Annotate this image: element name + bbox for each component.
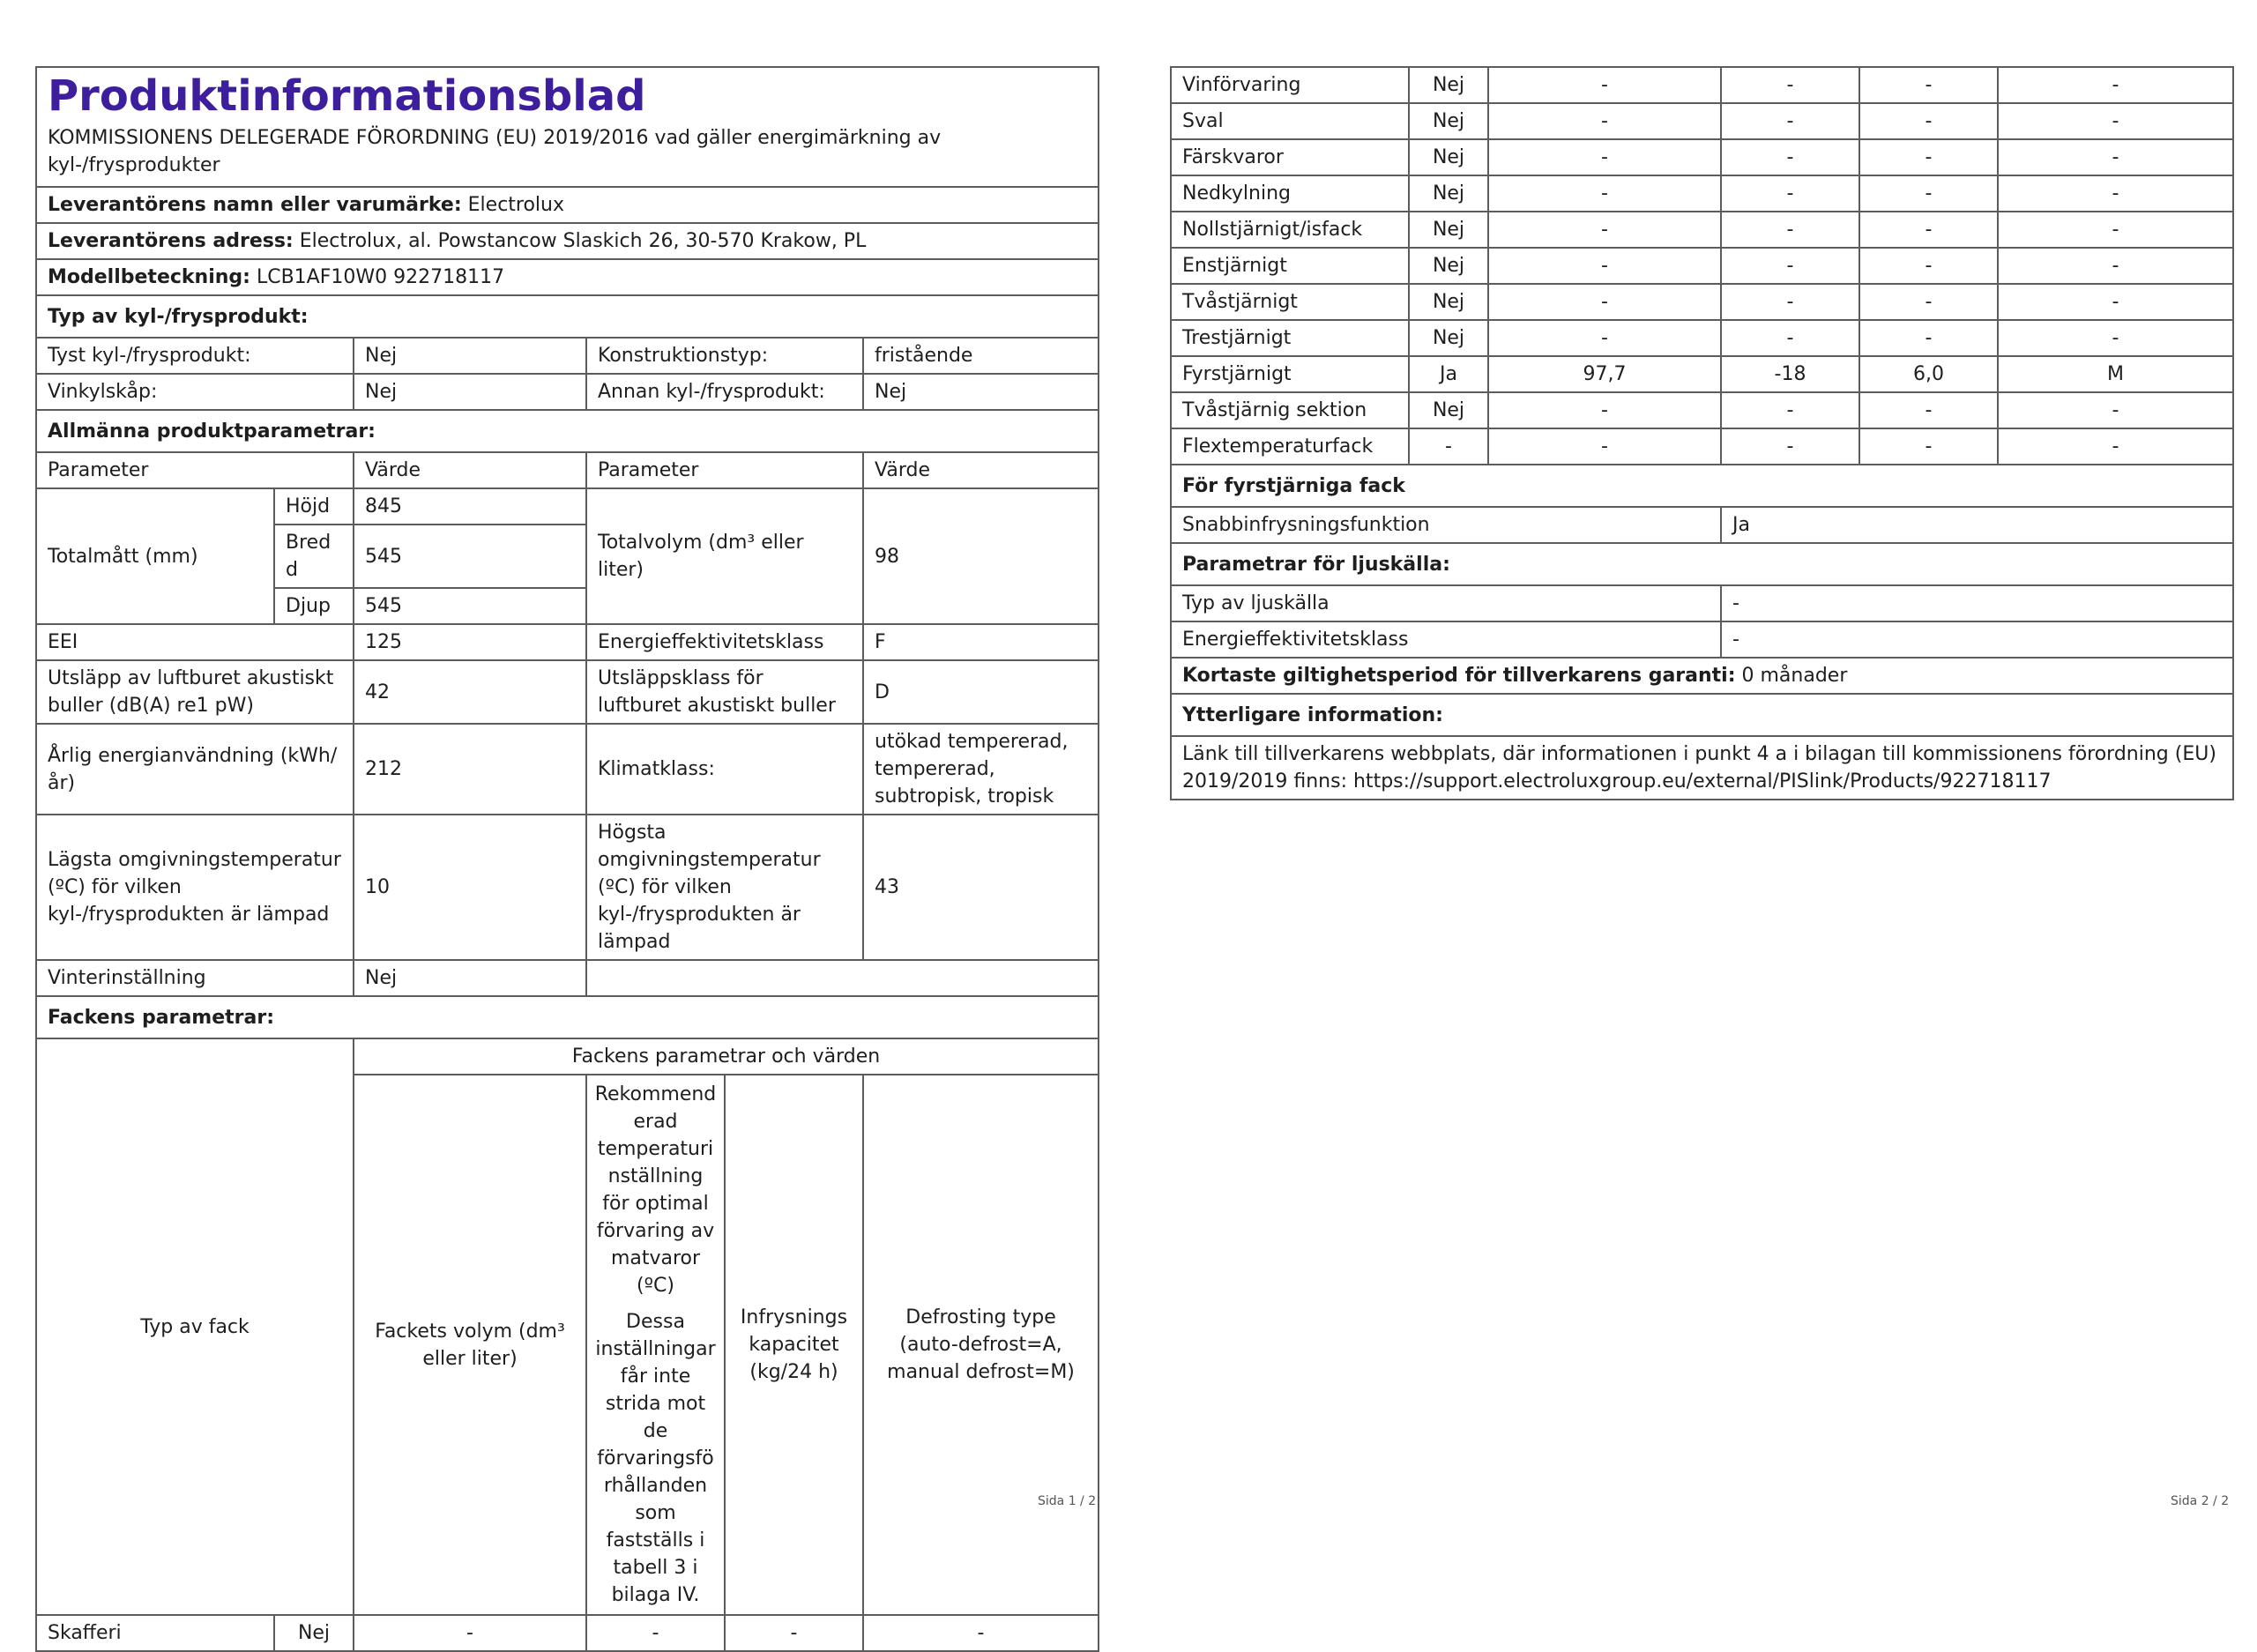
- compartment-freeze-capacity: -: [1859, 139, 1998, 175]
- section-heading-four-star: För fyrstjärniga fack: [1171, 465, 2233, 507]
- section-heading-general-parameters: Allmänna produktparametrar:: [36, 410, 1099, 452]
- section-heading-light-source: Parametrar för ljuskälla:: [1171, 543, 2233, 585]
- compartment-name: Fyrstjärnigt: [1171, 356, 1409, 392]
- compartment-row: [1171, 320, 2233, 356]
- dimension-value: 845: [354, 488, 586, 525]
- quick-freeze-row: [1171, 507, 2233, 543]
- compartment-freeze-capacity: -: [1859, 392, 1998, 428]
- compartment-freeze-capacity: 6,0: [1859, 356, 1998, 392]
- compartment-present: Nej: [1409, 212, 1488, 248]
- compartment-temperature: -: [586, 1615, 725, 1651]
- compartment-present: Nej: [1409, 248, 1488, 284]
- compartment-volume: -: [1488, 139, 1721, 175]
- regulation-reference: KOMMISSIONENS DELEGERADE FÖRORDNING (EU) 2019/2016 vad gäller energimärkning av kyl-/frysprodukter: [36, 123, 1099, 187]
- compartment-defrost-type: M: [1998, 356, 2233, 392]
- compartment-defrost-type: -: [1998, 320, 2233, 356]
- column-header-value: Värde: [863, 452, 1099, 488]
- compartment-row: [1171, 392, 2233, 428]
- parameter-row: [36, 815, 1099, 960]
- compartment-rows: [1171, 67, 2233, 465]
- compartment-name: Tvåstjärnig sektion: [1171, 392, 1409, 428]
- dimension-label: Bredd: [274, 525, 354, 588]
- compartment-name: Enstjärnigt: [1171, 248, 1409, 284]
- compartment-row: [1171, 248, 2233, 284]
- column-header-parameter: Parameter: [586, 452, 863, 488]
- supplier-row: [36, 187, 1099, 223]
- compartment-present: Nej: [1409, 67, 1488, 103]
- model-label: Modellbeteckning:: [48, 266, 250, 288]
- compartment-defrost-type: -: [1998, 212, 2233, 248]
- more-info-text: Länk till tillverkarens webbplats, där informationen i punkt 4 a i bilagan till kommissionens förordning (EU) 2019/2019 finns: https://support.electroluxgroup.eu/external/PISlink/Products/922718117: [1171, 736, 2233, 800]
- temperature-header-text: Rekommenderad temperaturinställning för optimal förvaring av matvaror (ºC): [594, 1083, 717, 1297]
- compartment-defrost-type: -: [1998, 175, 2233, 212]
- compartment-row: [1171, 139, 2233, 175]
- product-info-table: [35, 66, 1099, 1652]
- warranty-row: [1171, 658, 2233, 694]
- dimensions-label: Totalmått (mm): [36, 488, 274, 624]
- total-volume-value: 98: [863, 488, 1099, 624]
- compartment-present: Nej: [274, 1615, 354, 1651]
- compartment-defrost-header: Defrosting type (auto-defrost=A, manual defrost=M): [863, 1075, 1099, 1615]
- compartment-row: [1171, 212, 2233, 248]
- compartment-row: [1171, 428, 2233, 465]
- compartment-volume: -: [1488, 428, 1721, 465]
- compartment-defrost-type: -: [1998, 139, 2233, 175]
- compartment-temperature: -: [1721, 175, 1859, 212]
- compartment-defrost-type: -: [1998, 248, 2233, 284]
- winter-setting-row: [36, 960, 1099, 996]
- light-type-row: [1171, 585, 2233, 621]
- type-value: Nej: [354, 338, 586, 374]
- light-type-label: Typ av ljuskälla: [1171, 585, 1721, 621]
- compartment-freeze-capacity: -: [1859, 175, 1998, 212]
- warranty-label: Kortaste giltighetsperiod för tillverkarens garanti:: [1182, 665, 1736, 687]
- parameter-label: Energieffektivitetsklass: [586, 624, 863, 660]
- dimension-value: 545: [354, 588, 586, 624]
- parameters-header-row: [36, 452, 1099, 488]
- parameter-value: 125: [354, 624, 586, 660]
- compartment-temperature: -: [1721, 67, 1859, 103]
- page-2: [1170, 0, 2232, 800]
- compartment-temperature: -: [1721, 320, 1859, 356]
- compartment-freeze-capacity: -: [1859, 212, 1998, 248]
- compartment-present: Nej: [1409, 139, 1488, 175]
- quick-freeze-label: Snabbinfrysningsfunktion: [1171, 507, 1721, 543]
- winter-setting-value: Nej: [354, 960, 586, 996]
- compartment-freeze-capacity: -: [1859, 67, 1998, 103]
- compartment-freeze-capacity: -: [725, 1615, 863, 1651]
- compartment-volume-header: Fackets volym (dm³ eller liter): [354, 1075, 586, 1615]
- compartment-temperature: -: [1721, 392, 1859, 428]
- compartment-temperature: -18: [1721, 356, 1859, 392]
- compartment-temperature: -: [1721, 139, 1859, 175]
- section-heading-more-info: Ytterligare information:: [1171, 694, 2233, 736]
- compartment-temperature: -: [1721, 248, 1859, 284]
- parameter-label: Årlig energianvändning (kWh/år): [36, 724, 354, 815]
- compartment-present: Nej: [1409, 392, 1488, 428]
- compartment-present: -: [1409, 428, 1488, 465]
- type-label: Tyst kyl-/frysprodukt:: [36, 338, 354, 374]
- compartment-type-header: Typ av fack: [36, 1038, 354, 1615]
- compartment-present: Nej: [1409, 320, 1488, 356]
- parameter-value: D: [863, 660, 1099, 724]
- section-heading-compartments: Fackens parametrar:: [36, 996, 1099, 1038]
- compartment-freeze-capacity: -: [1859, 284, 1998, 320]
- compartment-defrost-type: -: [1998, 67, 2233, 103]
- type-label: Annan kyl-/frysprodukt:: [586, 374, 863, 410]
- compartment-name: Färskvaror: [1171, 139, 1409, 175]
- compartment-row: [1171, 103, 2233, 139]
- parameter-label: Utsläppsklass för luftburet akustiskt buller: [586, 660, 863, 724]
- type-value: fristående: [863, 338, 1099, 374]
- type-row: [36, 374, 1099, 410]
- dimension-row: [36, 488, 1099, 525]
- dimension-value: 545: [354, 525, 586, 588]
- compartment-temperature: -: [1721, 284, 1859, 320]
- warranty-value: 0 månader: [1741, 665, 1848, 687]
- compartment-volume: -: [1488, 175, 1721, 212]
- section-heading-product-type: Typ av kyl-/frysprodukt:: [36, 295, 1099, 338]
- empty-cell: [586, 960, 1099, 996]
- light-class-row: [1171, 621, 2233, 658]
- compartment-name: Sval: [1171, 103, 1409, 139]
- dimension-label: Djup: [274, 588, 354, 624]
- parameter-value: F: [863, 624, 1099, 660]
- parameter-label: Utsläpp av luftburet akustiskt buller (dB(A) re1 pW): [36, 660, 354, 724]
- compartment-volume: 97,7: [1488, 356, 1721, 392]
- compartment-defrost-type: -: [1998, 392, 2233, 428]
- compartment-freeze-capacity: -: [1859, 428, 1998, 465]
- compartment-name: Trestjärnigt: [1171, 320, 1409, 356]
- compartment-defrost-type: -: [863, 1615, 1099, 1651]
- light-type-value: -: [1721, 585, 2233, 621]
- parameter-label: Högsta omgivningstemperatur (ºC) för vilken kyl-/frysprodukten är lämpad: [586, 815, 863, 960]
- compartment-temperature-header: [586, 1075, 725, 1615]
- parameter-row: [36, 624, 1099, 660]
- total-volume-label: Totalvolym (dm³ eller liter): [586, 488, 863, 624]
- dimension-label: Höjd: [274, 488, 354, 525]
- compartment-present: Nej: [1409, 175, 1488, 212]
- compartment-freeze-capacity: -: [1859, 320, 1998, 356]
- parameter-row: [36, 660, 1099, 724]
- light-class-label: Energieffektivitetsklass: [1171, 621, 1721, 658]
- compartment-name: Flextemperaturfack: [1171, 428, 1409, 465]
- parameter-label: EEI: [36, 624, 354, 660]
- address-row: [36, 223, 1099, 259]
- page-1: [35, 0, 1098, 1652]
- compartment-volume: -: [354, 1615, 586, 1651]
- compartment-row: [1171, 175, 2233, 212]
- compartment-temperature: -: [1721, 428, 1859, 465]
- type-value: Nej: [354, 374, 586, 410]
- parameter-value: utökad tempererad, tempererad, subtropisk, tropisk: [863, 724, 1099, 815]
- supplier-value: Electrolux: [467, 194, 565, 216]
- winter-setting-label: Vinterinställning: [36, 960, 354, 996]
- compartment-temperature: -: [1721, 212, 1859, 248]
- compartment-present: Nej: [1409, 103, 1488, 139]
- compartment-volume: -: [1488, 103, 1721, 139]
- compartment-defrost-type: -: [1998, 284, 2233, 320]
- supplier-label: Leverantörens namn eller varumärke:: [48, 194, 462, 216]
- type-row: [36, 338, 1099, 374]
- parameter-row: [36, 724, 1099, 815]
- compartment-row: [1171, 284, 2233, 320]
- compartment-group-header-row: [36, 1038, 1099, 1075]
- compartment-volume: -: [1488, 67, 1721, 103]
- compartment-present: Ja: [1409, 356, 1488, 392]
- compartment-volume: -: [1488, 248, 1721, 284]
- compartment-defrost-type: -: [1998, 428, 2233, 465]
- parameter-value: 43: [863, 815, 1099, 960]
- model-value: LCB1AF10W0 922718117: [256, 266, 505, 288]
- page-number: Sida 1 / 2: [1038, 1494, 1097, 1508]
- document-title: Produktinformationsblad: [36, 67, 1099, 123]
- compartment-name: Nollstjärnigt/isfack: [1171, 212, 1409, 248]
- compartment-freeze-capacity: -: [1859, 248, 1998, 284]
- compartment-volume: -: [1488, 320, 1721, 356]
- compartment-volume: -: [1488, 284, 1721, 320]
- compartment-row: [1171, 67, 2233, 103]
- compartment-volume: -: [1488, 392, 1721, 428]
- type-value: Nej: [863, 374, 1099, 410]
- compartment-defrost-type: -: [1998, 103, 2233, 139]
- compartment-freeze-capacity: -: [1859, 103, 1998, 139]
- quick-freeze-value: Ja: [1721, 507, 2233, 543]
- column-header-value: Värde: [354, 452, 586, 488]
- compartment-present: Nej: [1409, 284, 1488, 320]
- parameter-label: Klimatklass:: [586, 724, 863, 815]
- parameter-label: Lägsta omgivningstemperatur (ºC) för vilken kyl-/frysprodukten är lämpad: [36, 815, 354, 960]
- compartment-row: [1171, 356, 2233, 392]
- parameter-value: 10: [354, 815, 586, 960]
- temperature-header-note: Dessa inställningar får inte strida mot de förvaringsförhållanden som fastställs i tabell 3 i bilaga IV.: [595, 1311, 716, 1606]
- compartment-temperature: -: [1721, 103, 1859, 139]
- extra-parameters-table: [1170, 465, 2234, 800]
- compartment-name: Skafferi: [36, 1615, 274, 1651]
- address-value: Electrolux, al. Powstancow Slaskich 26, 30-570 Krakow, PL: [299, 230, 867, 252]
- type-label: Konstruktionstyp:: [586, 338, 863, 374]
- compartment-group-header: Fackens parametrar och värden: [354, 1038, 1099, 1075]
- compartment-volume: -: [1488, 212, 1721, 248]
- page-number: Sida 2 / 2: [2171, 1494, 2230, 1508]
- parameter-value: 42: [354, 660, 586, 724]
- compartment-name: Vinförvaring: [1171, 67, 1409, 103]
- compartment-row: [36, 1615, 1099, 1651]
- parameter-value: 212: [354, 724, 586, 815]
- light-class-value: -: [1721, 621, 2233, 658]
- compartment-name: Tvåstjärnigt: [1171, 284, 1409, 320]
- compartment-name: Nedkylning: [1171, 175, 1409, 212]
- column-header-parameter: Parameter: [36, 452, 354, 488]
- model-row: [36, 259, 1099, 295]
- compartment-freeze-header: Infrysningskapacitet (kg/24 h): [725, 1075, 863, 1615]
- compartments-table: [1170, 66, 2234, 465]
- address-label: Leverantörens adress:: [48, 230, 294, 252]
- type-label: Vinkylskåp:: [36, 374, 354, 410]
